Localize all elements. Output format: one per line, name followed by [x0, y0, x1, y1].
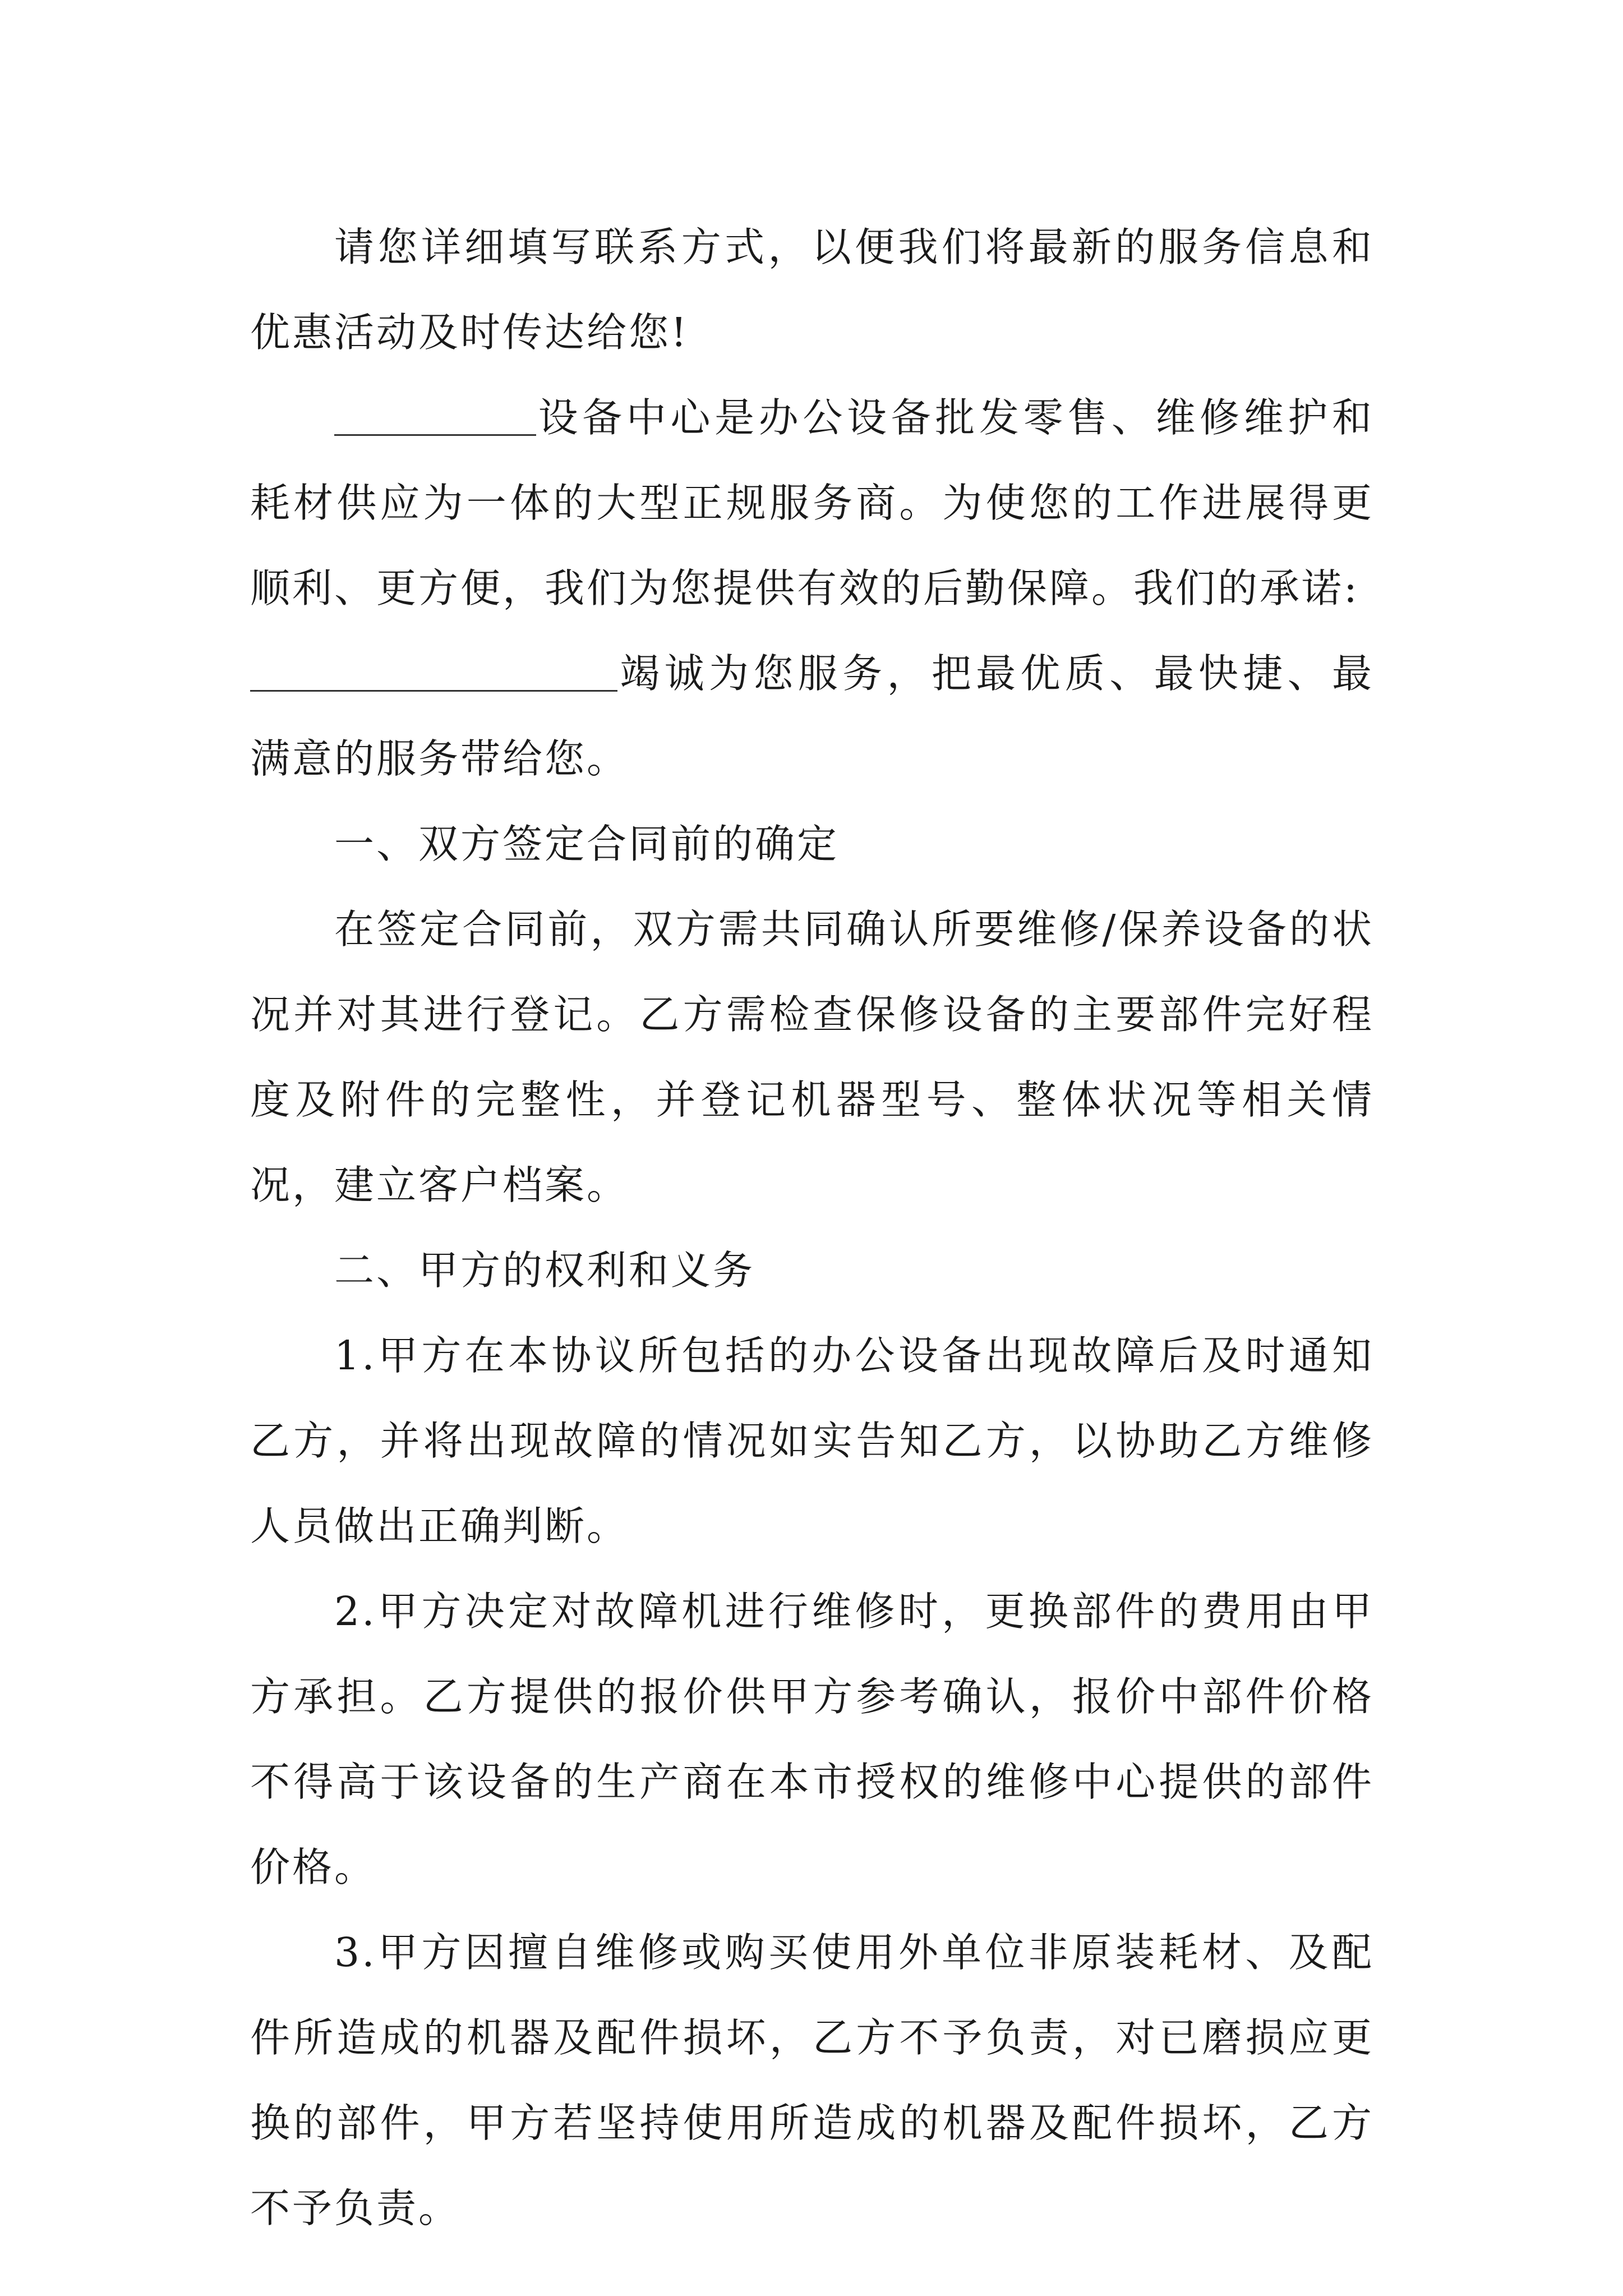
promise-blank [250, 651, 617, 692]
section-1-paragraph: 在签定合同前，双方需共同确认所要维修/保养设备的状况并对其进行登记。乙方需检查保修设备的主要部件完好程度及附件的完整性，并登记机器型号、整体状况等相关情况，建立客户档案。 [250, 906, 1374, 1208]
intro-paragraph: 请您详细填写联系方式，以便我们将最新的服务信息和优惠活动及时传达给您! [250, 224, 1374, 356]
promise-text: 竭诚为您服务，把最优质、最快捷、最满意的服务带给您。 [250, 650, 1374, 782]
company-name-blank [334, 395, 536, 436]
clause-item-2: 2.甲方决定对故障机进行维修时，更换部件的费用由甲方承担。乙方提供的报价供甲方参考确认，报价中部件价格不得高于该设备的生产商在本市授权的维修中心提供的部件价格。 [250, 1588, 1374, 1890]
document-body [250, 205, 1374, 2251]
company-paragraph [250, 375, 1374, 802]
company-description: 设备中心是办公设备批发零售、维修维护和耗材供应为一体的大型正规服务商。为使您的工作进展得更顺利、更方便，我们为您提供有效的后勤保障。我们的承诺: [250, 394, 1374, 611]
section-heading-1: 一、双方签定合同前的确定 [334, 821, 840, 867]
clause-item-1: 1.甲方在本协议所包括的办公设备出现故障后及时通知乙方，并将出现故障的情况如实告知乙方，以协助乙方维修人员做出正确判断。 [250, 1332, 1374, 1549]
section-heading-2: 二、甲方的权利和义务 [334, 1247, 755, 1294]
clause-item-3: 3.甲方因擅自维修或购买使用外单位非原装耗材、及配件所造成的机器及配件损坏，乙方不予负责，对已磨损应更换的部件，甲方若坚持使用所造成的机器及配件损坏，乙方不予负责。 [250, 1929, 1374, 2231]
